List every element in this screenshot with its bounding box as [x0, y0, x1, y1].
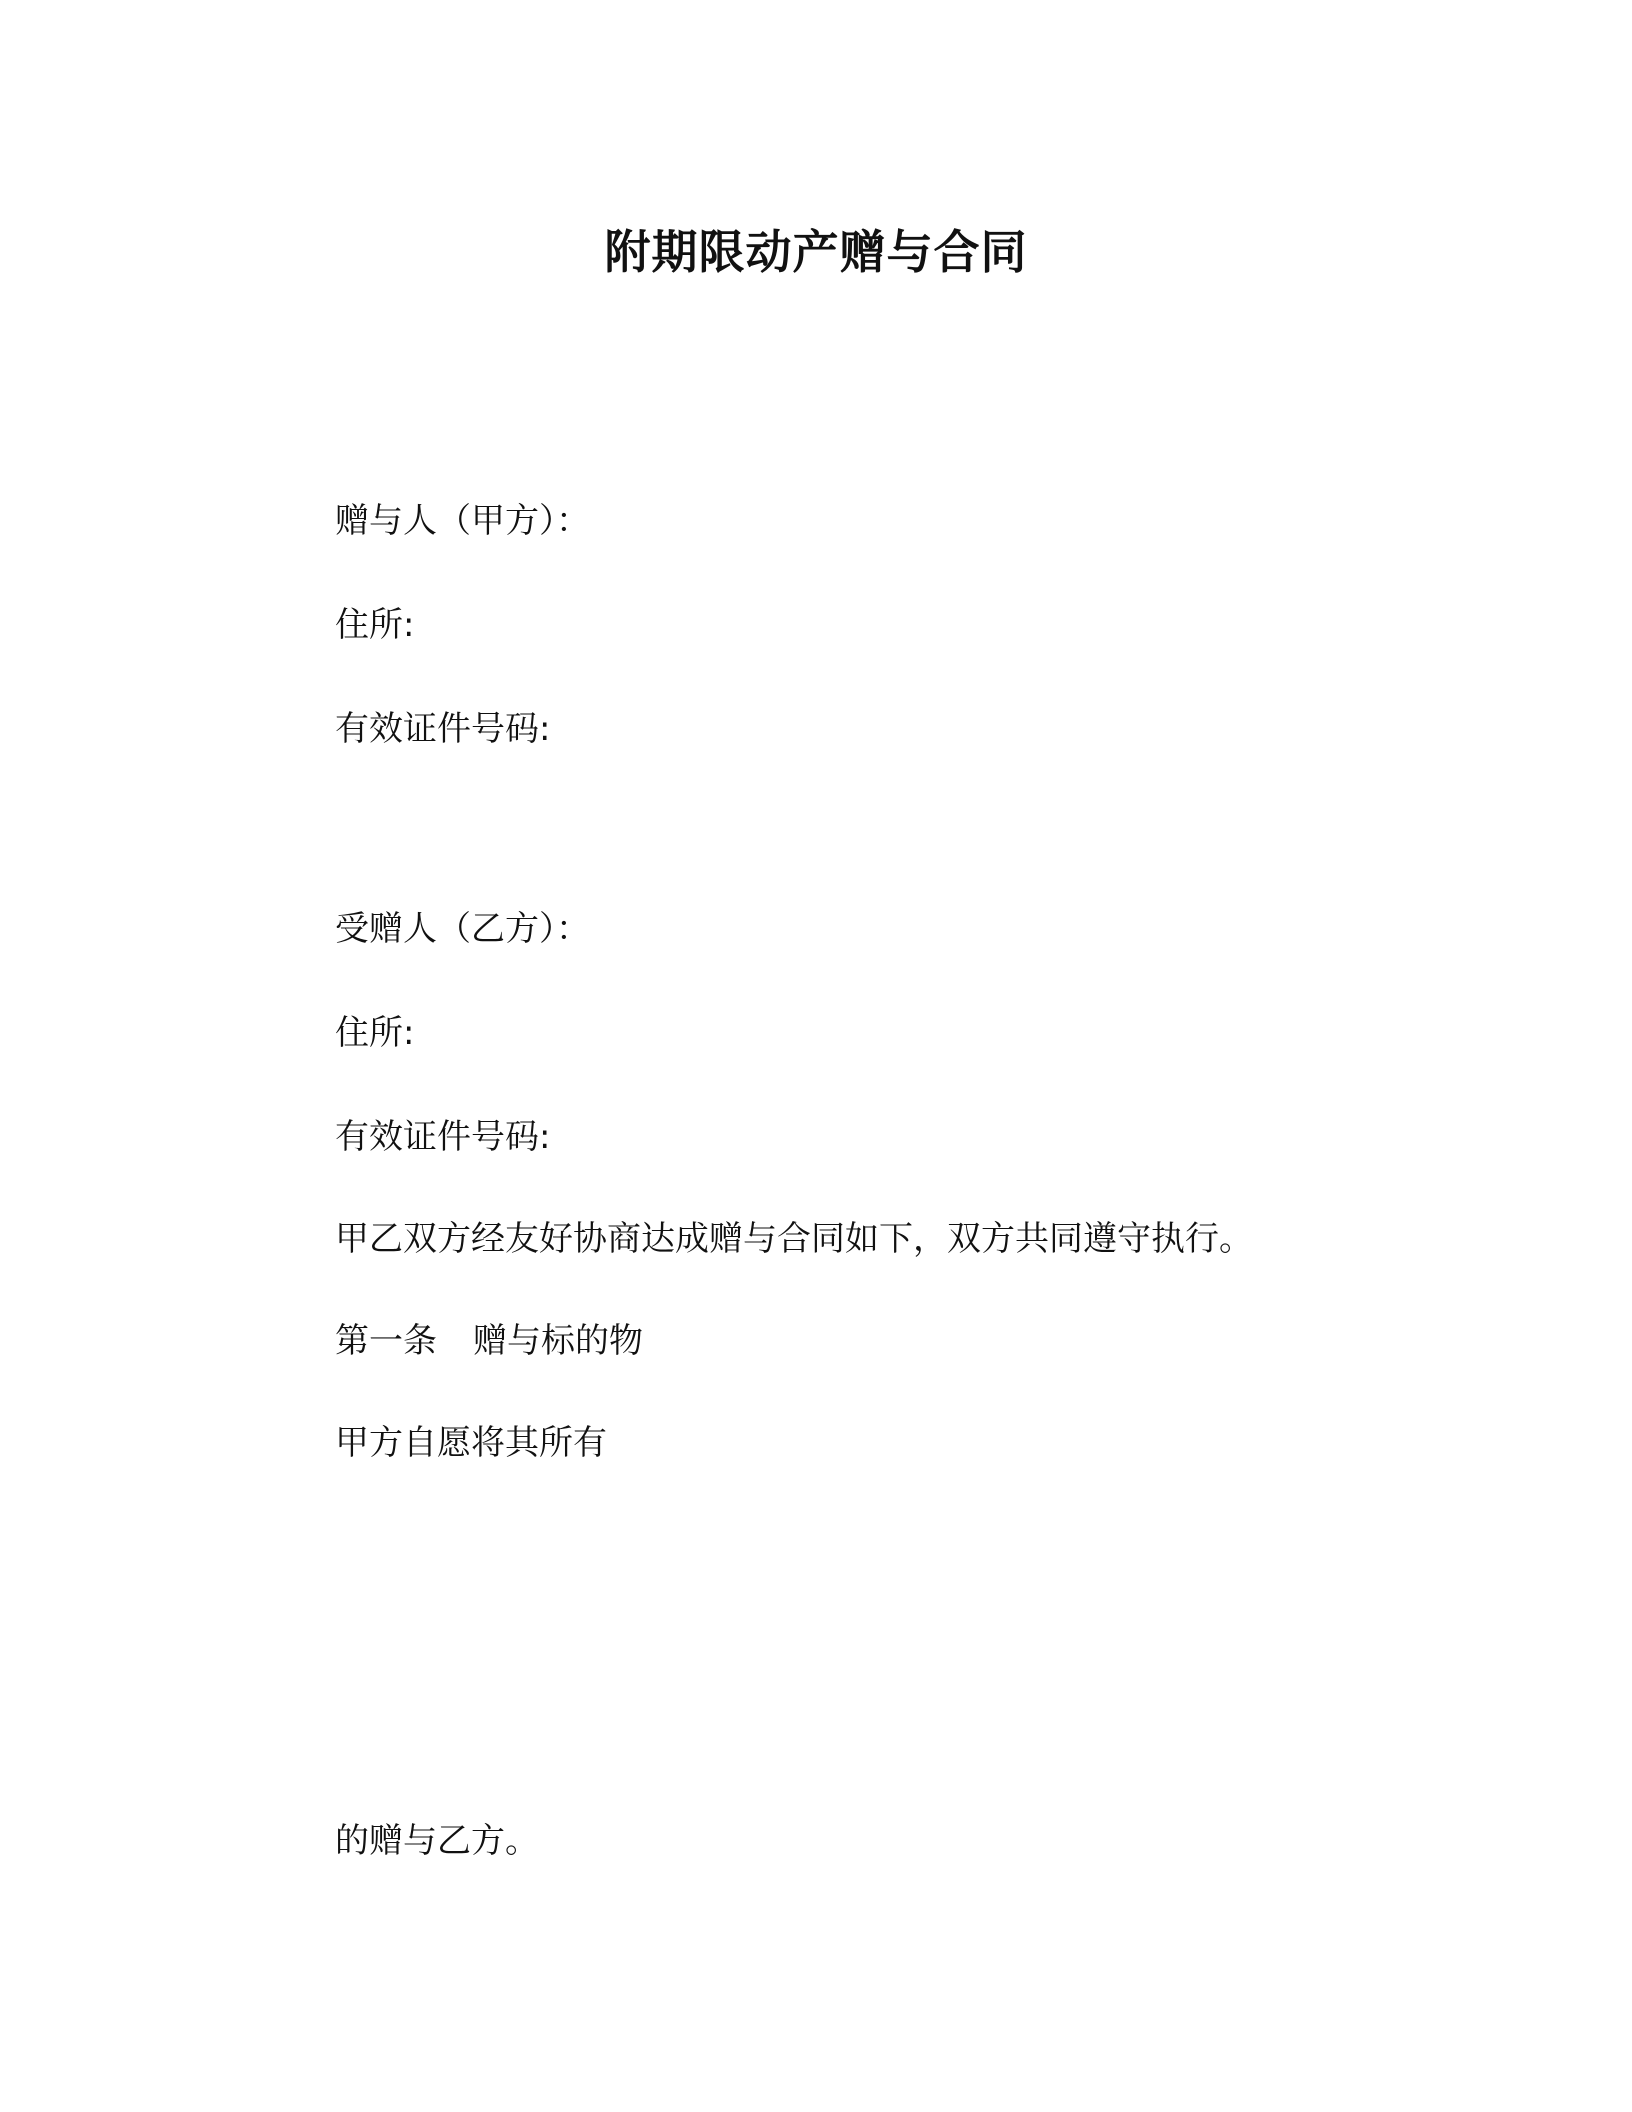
donor-id-label: 有效证件号码:: [335, 709, 551, 749]
donee-id-label: 有效证件号码:: [335, 1117, 551, 1157]
document-title: 附期限动产赠与合同: [604, 225, 1028, 279]
donor-label: 赠与人（甲方）：: [335, 501, 590, 541]
article-1-text-end: 的赠与乙方。: [335, 1821, 539, 1861]
donor-address-label: 住所:: [335, 605, 415, 645]
article-1-text-start: 甲方自愿将其所有: [335, 1423, 607, 1463]
article-1-title: 赠与标的物: [473, 1321, 643, 1361]
donee-label: 受赠人（乙方）：: [335, 909, 590, 949]
article-1-heading: [335, 1316, 643, 1366]
article-1-number: 第一条: [335, 1321, 437, 1361]
donee-address-label: 住所:: [335, 1013, 415, 1053]
intro-paragraph: 甲乙双方经友好协商达成赠与合同如下，双方共同遵守执行。: [335, 1219, 1253, 1259]
